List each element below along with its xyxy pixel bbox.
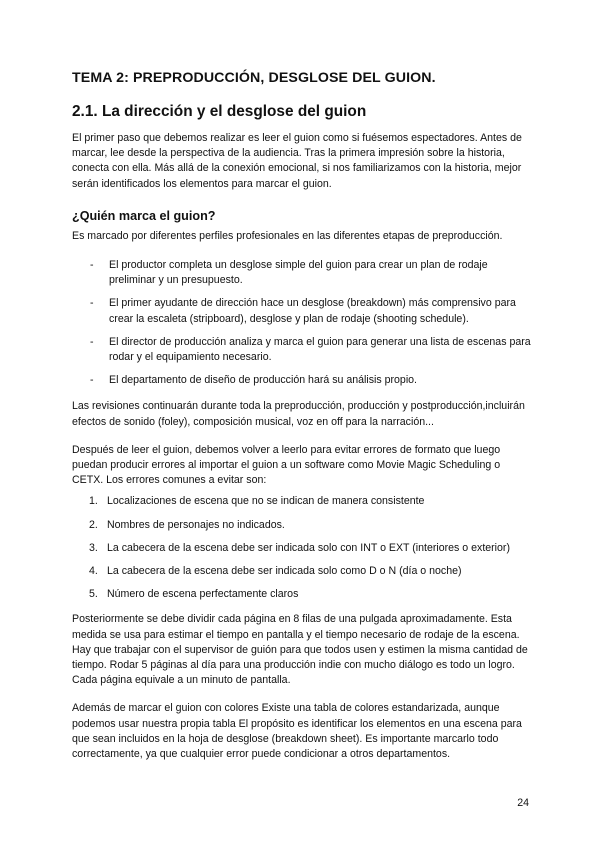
role-text: El departamento de diseño de producción hará su análisis propio. bbox=[109, 374, 418, 387]
dash-marker: - bbox=[90, 259, 94, 272]
who-heading: ¿Quién marca el guion? bbox=[72, 208, 216, 223]
error-number: 5. bbox=[89, 588, 98, 601]
dash-marker: - bbox=[90, 374, 94, 387]
revisions-paragraph: Las revisiones continuarán durante toda la preproducción, producción y postproducción,incluirán efectos de sonido (foley), composición musical, voz en off para la narración... bbox=[72, 400, 525, 428]
who-intro-paragraph: Es marcado por diferentes perfiles profesionales en las diferentes etapas de preproducción. bbox=[72, 229, 503, 242]
role-text: El primer ayudante de dirección hace un desglose (breakdown) más comprensivo para crear la escaleta (stripboard), desglose y plan de rodaje (shooting schedule). bbox=[109, 297, 516, 325]
error-text: La cabecera de la escena debe ser indicada solo con INT o EXT (interiores o exterior) bbox=[107, 541, 510, 554]
error-item bbox=[72, 541, 532, 556]
document-page bbox=[72, 70, 532, 762]
role-item bbox=[72, 373, 532, 388]
error-text: La cabecera de la escena debe ser indicada solo como D o N (día o noche) bbox=[107, 565, 462, 578]
intro-paragraph: El primer paso que debemos realizar es leer el guion como si fuésemos espectadores. Antes de marcar, lee desde la perspectiva de la audiencia. Tras la primera impresión sobre la historia, conecta con ella. Más allá de la conexión emocional, si nos familiarizamos con la historia, mejor serán identificados los elementos para marcar el guion. bbox=[72, 132, 522, 190]
errors-intro-paragraph: Después de leer el guion, debemos volver a leerlo para evitar errores de formato que luego puedan producir errores al importar el guion a un software como Movie Magic Scheduling o CETX. Los errores comunes a evitar son: bbox=[72, 443, 501, 487]
error-item bbox=[72, 494, 532, 509]
role-item bbox=[72, 258, 532, 288]
role-text: El director de producción analiza y marca el guion para generar una lista de escenas para rodar y el equipamiento necesario. bbox=[109, 335, 531, 364]
error-number: 3. bbox=[89, 541, 98, 554]
colors-paragraph: Además de marcar el guion con colores Existe una tabla de colores estandarizada, aunque podemos usar nuestra propia tabla El propósito es identificar los elementos en una escena para que sean incluidos en la hoja de desglose (breakdown sheet). Es importante marcarlo todo correctamente, ya que cualquier error puede condicionar a otros departamentos. bbox=[72, 702, 522, 761]
error-text: Nombres de personajes no indicados. bbox=[107, 518, 285, 531]
roles-list bbox=[72, 258, 532, 388]
error-number: 1. bbox=[89, 495, 98, 508]
error-item bbox=[72, 587, 532, 602]
dash-marker: - bbox=[90, 297, 94, 310]
division-paragraph: Posteriormente se debe dividir cada página en 8 filas de una pulgada aproximadamente. Esta medida se usa para estimar el tiempo en pantalla y el tiempo necesario de rodaje de la escena. Hay que trabajar con el supervisor de guión para que todos usen y estimen la misma cantidad de tiempo. Rodar 5 páginas al día para una producción indie con mucho diálogo es todo un logro. Cada página equivale a un minuto de pantalla. bbox=[72, 613, 528, 687]
error-item bbox=[72, 518, 532, 533]
error-number: 4. bbox=[89, 565, 98, 578]
chapter-title: TEMA 2: PREPRODUCCIÓN, DESGLOSE DEL GUION. bbox=[72, 70, 436, 86]
error-number: 2. bbox=[89, 518, 98, 531]
role-text: El productor completa un desglose simple del guion para crear un plan de rodaje preliminar y un presupuesto. bbox=[109, 259, 488, 287]
error-item bbox=[72, 564, 532, 579]
section-title: 2.1. La dirección y el desglose del guion bbox=[72, 103, 367, 120]
page-number: 24 bbox=[517, 797, 529, 809]
error-text: Localizaciones de escena que no se indican de manera consistente bbox=[107, 495, 425, 508]
error-text: Número de escena perfectamente claros bbox=[107, 588, 299, 601]
errors-list bbox=[72, 494, 532, 602]
role-item bbox=[72, 335, 532, 365]
role-item bbox=[72, 296, 532, 326]
dash-marker: - bbox=[90, 335, 94, 348]
